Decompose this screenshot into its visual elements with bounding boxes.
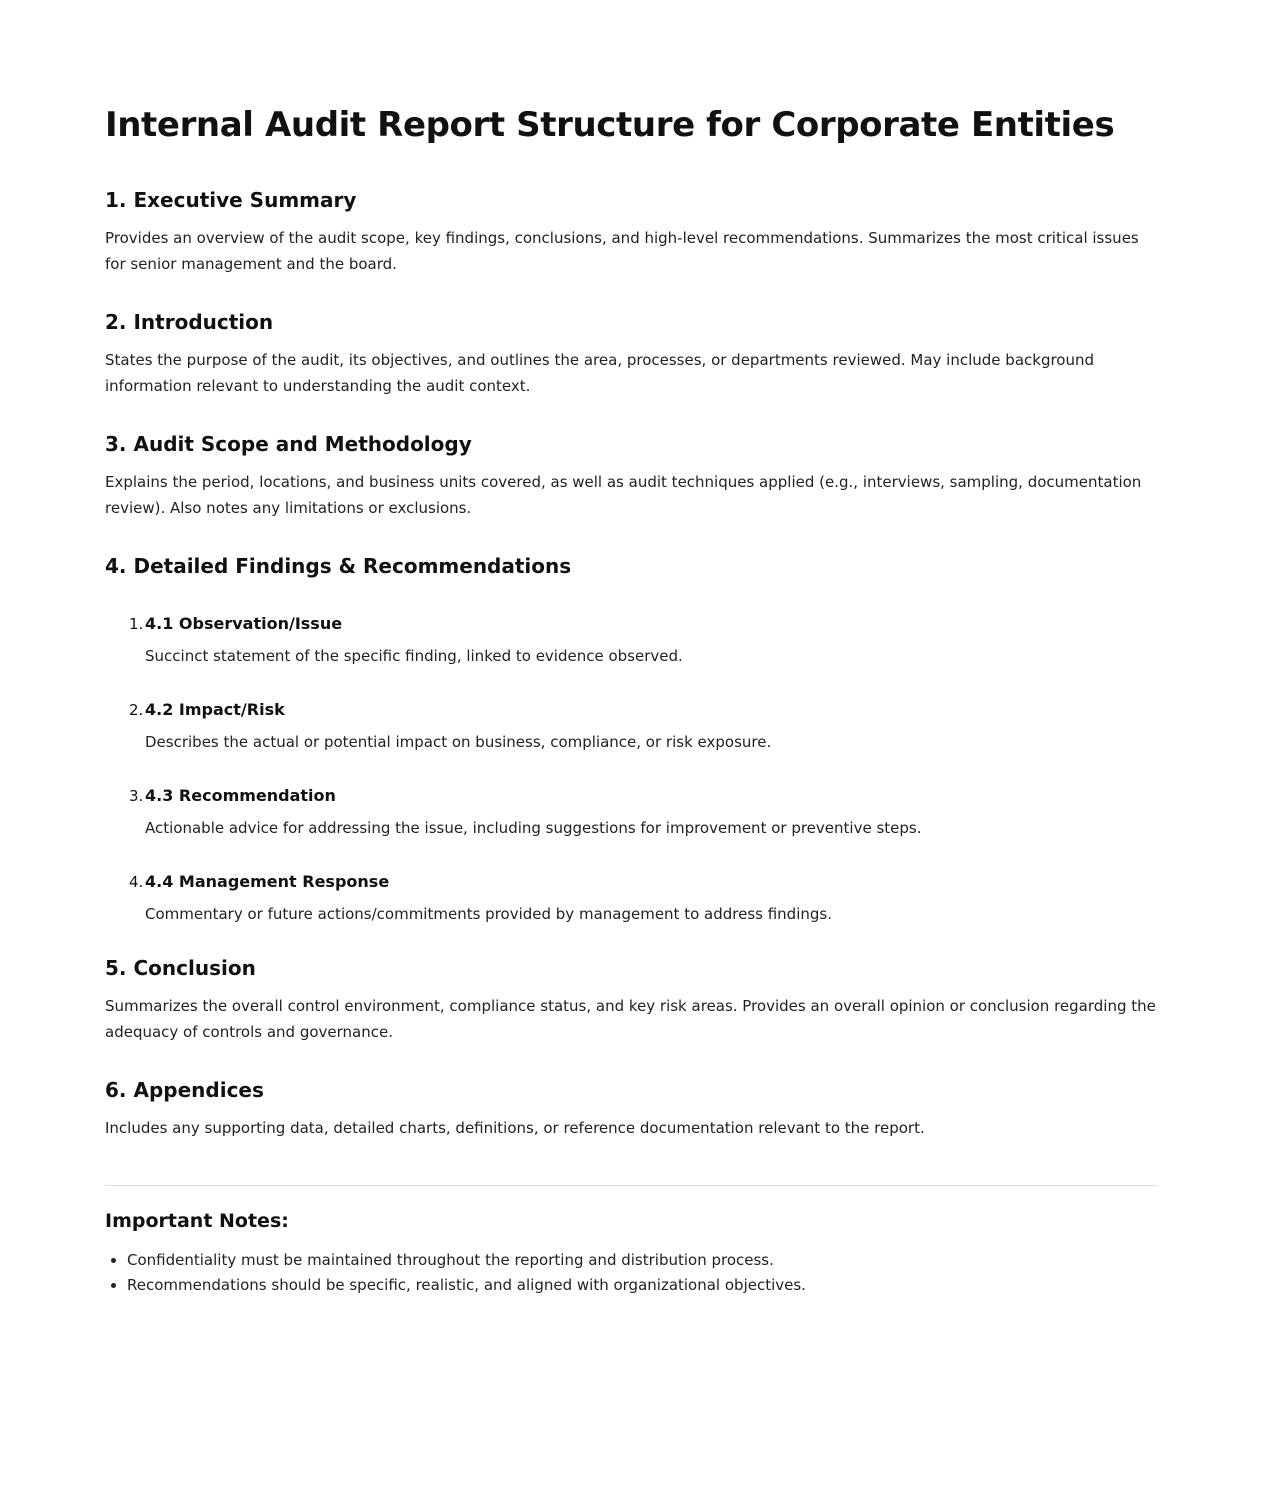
section-heading: 2. Introduction: [105, 310, 274, 334]
note-item: • Recommendations should be specific, realistic, and aligned with organizational objectives.: [127, 1273, 1158, 1298]
list-item-title: 4.2 Impact/Risk: [145, 700, 285, 719]
section-detailed-findings: [105, 553, 1158, 925]
section-body: Explains the period, locations, and business units covered, as well as audit techniques applied (e.g., interviews, sampling, documentation review). Also notes any limitations or exclusions.: [105, 473, 1142, 517]
section-heading: 6. Appendices: [105, 1078, 264, 1102]
section-body: Provides an overview of the audit scope, key findings, conclusions, and high-level recommendations. Summarizes the most critical issues for senior management and the board.: [105, 229, 1139, 273]
list-item-number: 4.: [129, 873, 144, 891]
section-heading: 1. Executive Summary: [105, 188, 357, 212]
section-conclusion: [105, 955, 1158, 1045]
list-item: [129, 699, 1158, 753]
list-item: [129, 785, 1158, 839]
list-item-title: 4.1 Observation/Issue: [145, 614, 343, 633]
section-heading: 3. Audit Scope and Methodology: [105, 432, 472, 456]
notes-heading: Important Notes:: [105, 1210, 289, 1232]
list-item-number: 3.: [129, 787, 144, 805]
section-body: Summarizes the overall control environment, compliance status, and key risk areas. Provides an overall opinion or conclusion regarding the adequacy of controls and governance.: [105, 997, 1156, 1041]
list-item-description: Succinct statement of the specific finding, linked to evidence observed.: [145, 647, 683, 665]
section-appendices: [105, 1077, 1158, 1141]
list-item-title: 4.4 Management Response: [145, 872, 390, 891]
section-body: Includes any supporting data, detailed charts, definitions, or reference documentation relevant to the report.: [105, 1119, 925, 1137]
important-notes: [105, 1208, 1158, 1298]
note-item: • Confidentiality must be maintained throughout the reporting and distribution process.: [127, 1248, 1158, 1273]
list-item-description: Commentary or future actions/commitments provided by management to address findings.: [145, 905, 832, 923]
section-heading: 4. Detailed Findings & Recommendations: [105, 554, 572, 578]
section-audit-scope: [105, 431, 1158, 521]
list-item-description: Actionable advice for addressing the issue, including suggestions for improvement or preventive steps.: [145, 819, 922, 837]
list-item-description: Describes the actual or potential impact on business, compliance, or risk exposure.: [145, 733, 772, 751]
section-heading: 5. Conclusion: [105, 956, 256, 980]
notes-list: [105, 1248, 1158, 1298]
list-item-title: 4.3 Recommendation: [145, 786, 336, 805]
list-item-number: 2.: [129, 701, 144, 719]
section-body: States the purpose of the audit, its objectives, and outlines the area, processes, or departments reviewed. May include background information relevant to understanding the audit context.: [105, 351, 1095, 395]
page-title: Internal Audit Report Structure for Corporate Entities: [105, 105, 1115, 145]
list-item-number: 1.: [129, 615, 144, 633]
section-introduction: [105, 309, 1158, 399]
section-executive-summary: [105, 187, 1158, 277]
divider: [105, 1185, 1158, 1186]
list-item: [129, 613, 1158, 667]
list-item: [129, 871, 1158, 925]
findings-list: [105, 613, 1158, 925]
